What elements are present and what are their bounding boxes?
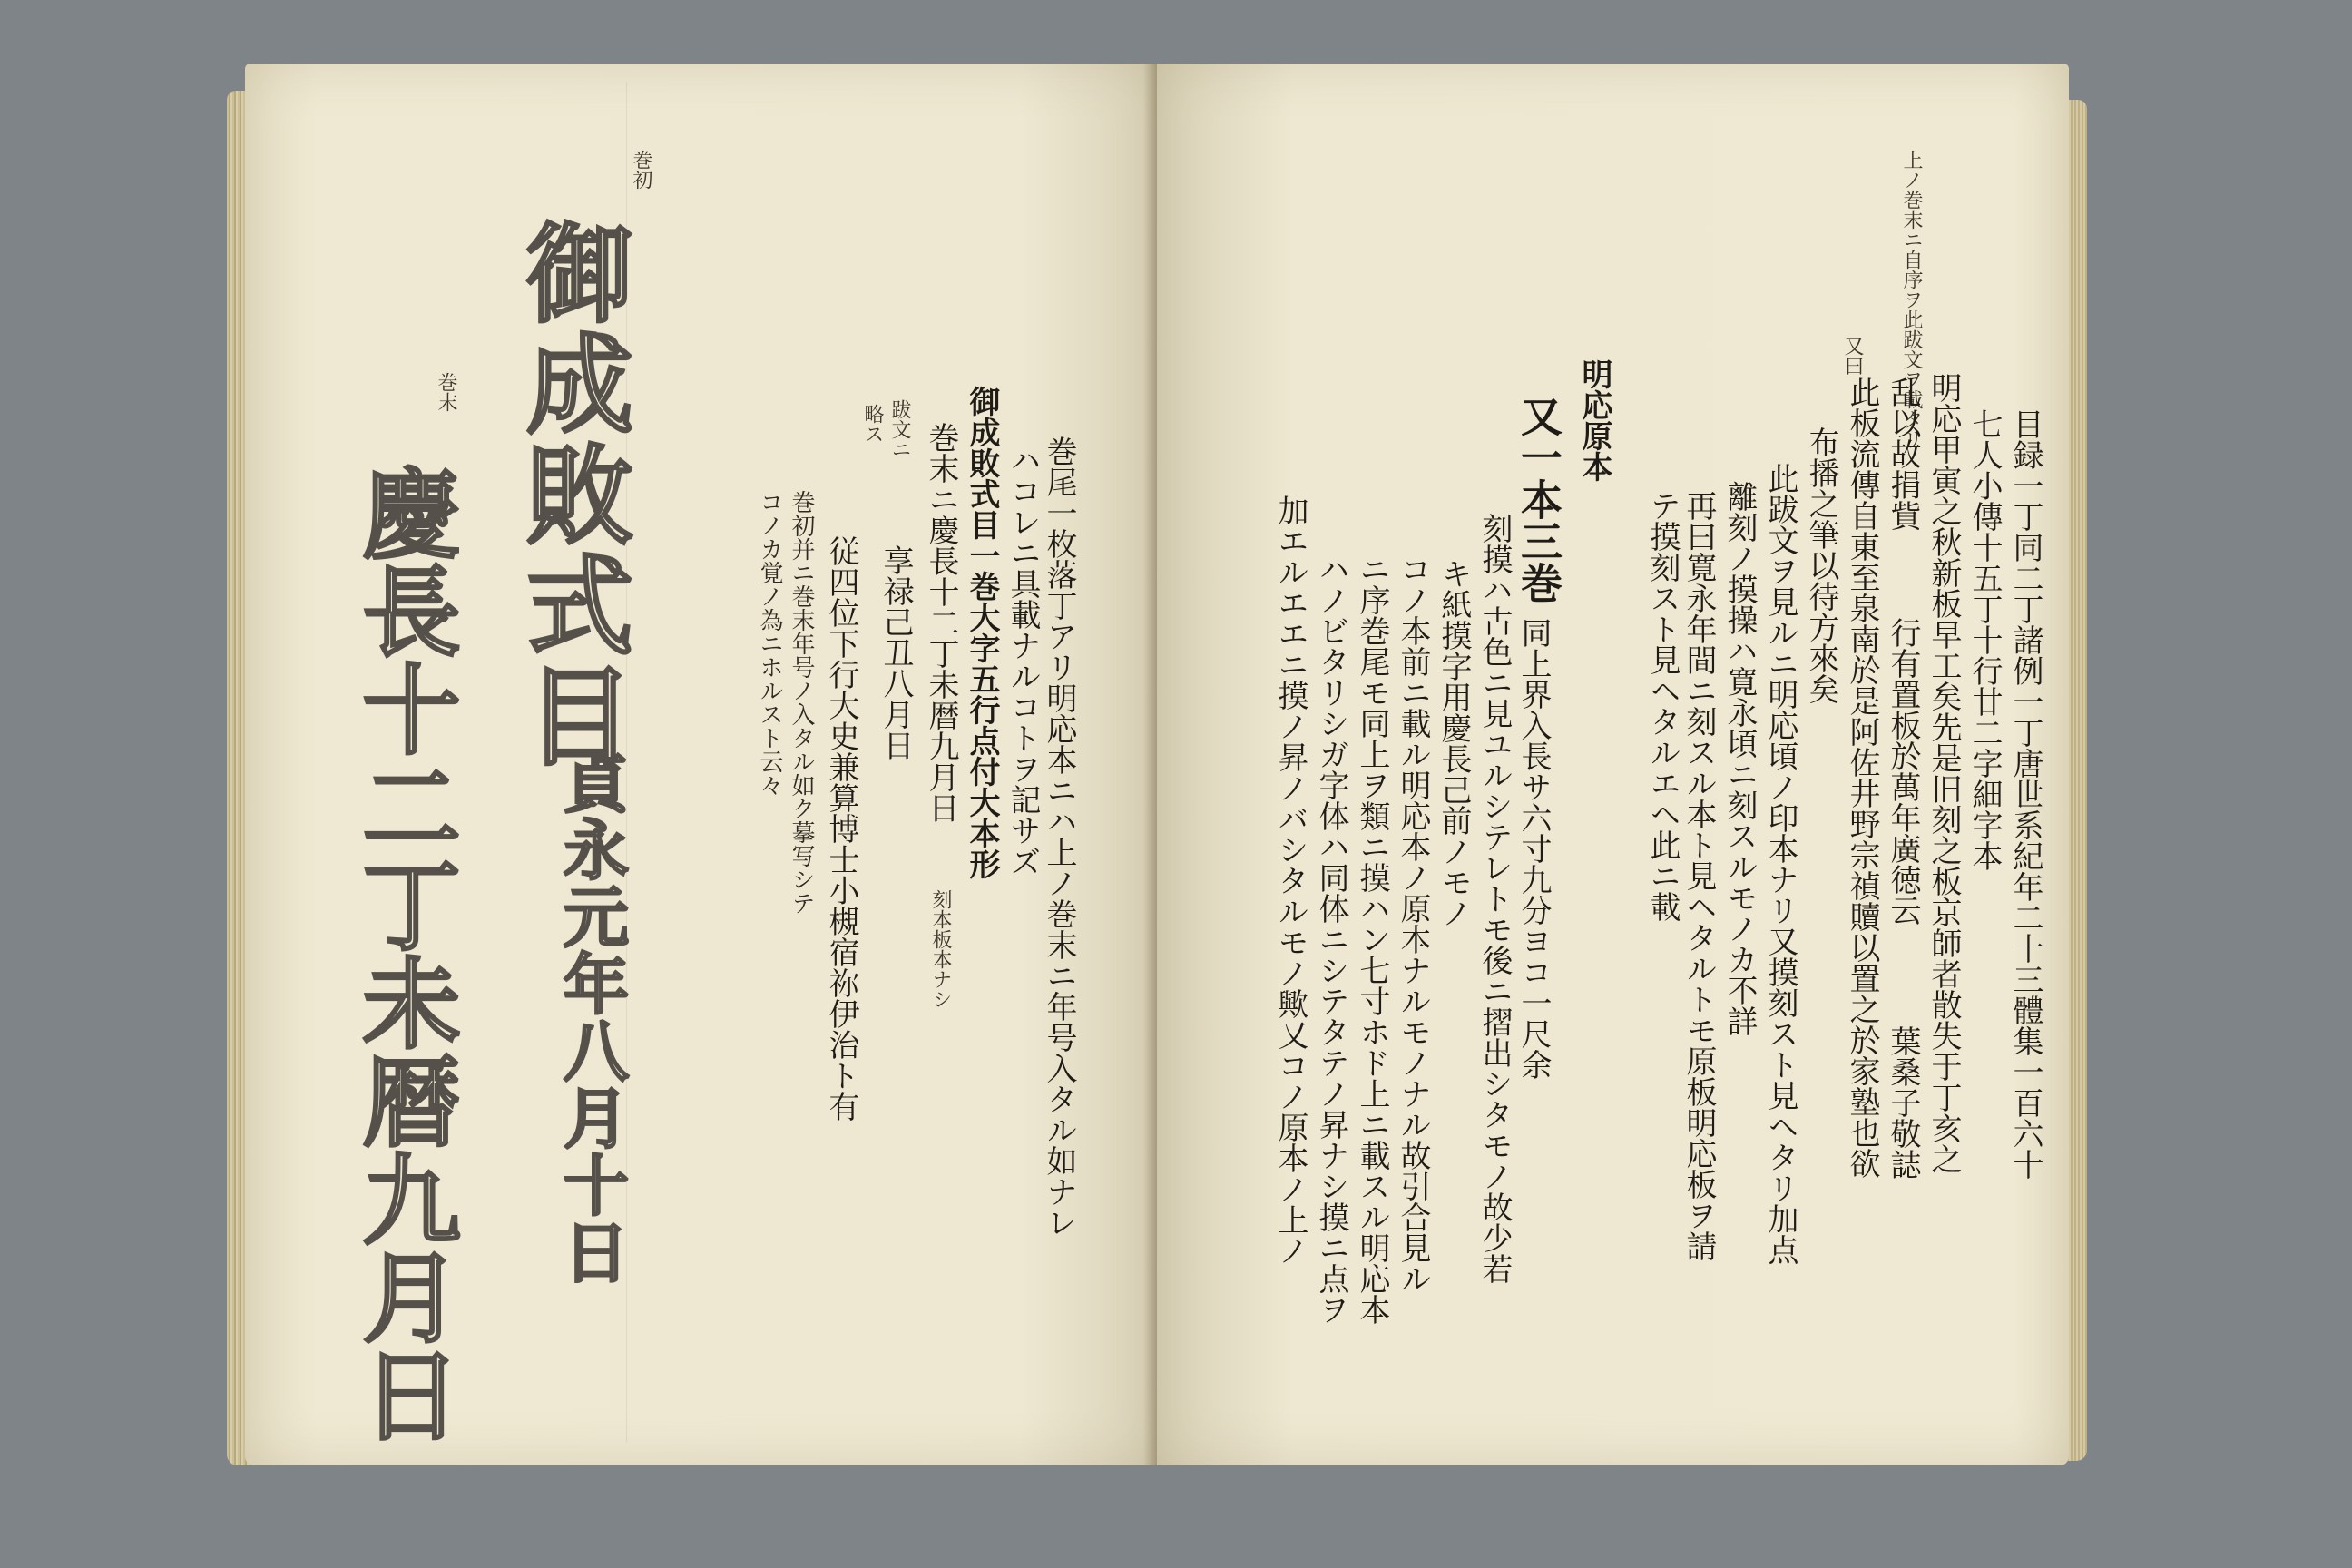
text-line: 七人小傳十五丁十行廿二字細字本	[1966, 408, 2003, 871]
note-line: 略ス	[861, 404, 884, 444]
text-line: 布播之筆以待方來矣	[1803, 426, 1839, 704]
text-line: 離刻ノ摸操ハ寛永頃ニ刻スルモノカ不詳	[1721, 481, 1758, 1036]
text-line: 同上界入長サ六寸九分ヨコ一尺余	[1515, 617, 1552, 1080]
text-line: 目録一丁同二丁諸例一丁唐世系紀年二十三體集一百六十	[2007, 408, 2043, 1180]
note-line: 享禄己丑八月日	[877, 544, 914, 760]
note-line: コノカ覚ノ為ニホルスト云々	[756, 490, 783, 797]
text-line: ニ序巻尾モ同上ヲ類ニ摸ハン七寸ホド上ニ載スル明応本	[1354, 554, 1390, 1325]
text-line: 加エルエエニ摸ノ昇ノバシタルモノ歟又コノ原本ノ上ノ	[1272, 495, 1308, 1266]
left-page	[245, 64, 1157, 1465]
text-line: 此板流傳自東至泉南於是阿佐井野宗禎贖以置之於家塾也欲	[1844, 377, 1880, 1179]
text-line: 葉桑子敬誌	[1885, 1025, 1921, 1180]
text-line: 乱以故捐貲	[1885, 377, 1921, 531]
text-line: テ摸刻スト見ヘタルエヘ此ニ載	[1644, 490, 1681, 922]
note-line: 巻初并ニ巻末年号ノ入タル如ク摹写シテ	[788, 490, 815, 915]
margin-note: 上ノ巻末ニ自序ヲ此跋文ヲ載タリ	[1900, 150, 1923, 449]
note-line: 御成敗式目一巻大字五行点付大本形	[964, 386, 1000, 879]
text-line: 此跋文ヲ見ルニ明応頃ノ印本ナリ又摸刻スト見ヘタリ加点	[1762, 463, 1798, 1265]
era-date: 貞永元年八月十日	[553, 749, 630, 1286]
open-book	[227, 64, 2087, 1479]
note-line: ハコレニ具載ナルコトヲ記サズ	[1004, 445, 1041, 877]
main-title: 御成敗式目	[508, 218, 634, 771]
text-line: 又曰	[1841, 336, 1864, 376]
note-line: 巻尾一枚落丁アリ明応本ニハ上ノ巻末ニ年号入タル如ナレ	[1041, 436, 1077, 1238]
text-line: キ紙摸字用慶長己前ノモノ	[1436, 558, 1472, 928]
colophon-date: 慶長十二丁未暦九月日	[346, 463, 460, 1443]
label-top: 巻初	[630, 150, 652, 190]
note-line: 従四位下行大史兼算博士小槻宿祢伊治ト有	[823, 535, 859, 1122]
note-line: 巻末ニ慶長十二丁未暦九月日	[923, 422, 959, 823]
text-line: 明応甲寅之秋新板早工矣先是旧刻之板京師者散失于丁亥之	[1926, 372, 1962, 1174]
text-line: 明応原本	[1576, 358, 1612, 482]
note-line: 跋文ニ	[888, 399, 911, 459]
text-line: ハノビタリシガ字体ハ同体ニシテタテノ昇ナシ摸ニ点ヲ	[1313, 554, 1349, 1325]
text-line: 又一本三巻	[1514, 395, 1563, 603]
label-mid: 巻末	[435, 372, 457, 412]
right-page	[1157, 64, 2069, 1465]
text-line: 行有置板於萬年廣徳云	[1885, 617, 1921, 926]
text-line: 刻摸ハ古色ニ見ユルシテレトモ後ニ摺出シタモノ故少若	[1476, 513, 1513, 1284]
text-line: コノ本前ニ載ル明応本ノ原本ナルモノナル故引合見ル	[1395, 554, 1431, 1294]
text-line: 再曰寛永年間ニ刻スル本ト見ヘタルトモ原板明応板ヲ請	[1681, 490, 1717, 1261]
note-line: 刻本板本ナシ	[929, 889, 952, 1009]
